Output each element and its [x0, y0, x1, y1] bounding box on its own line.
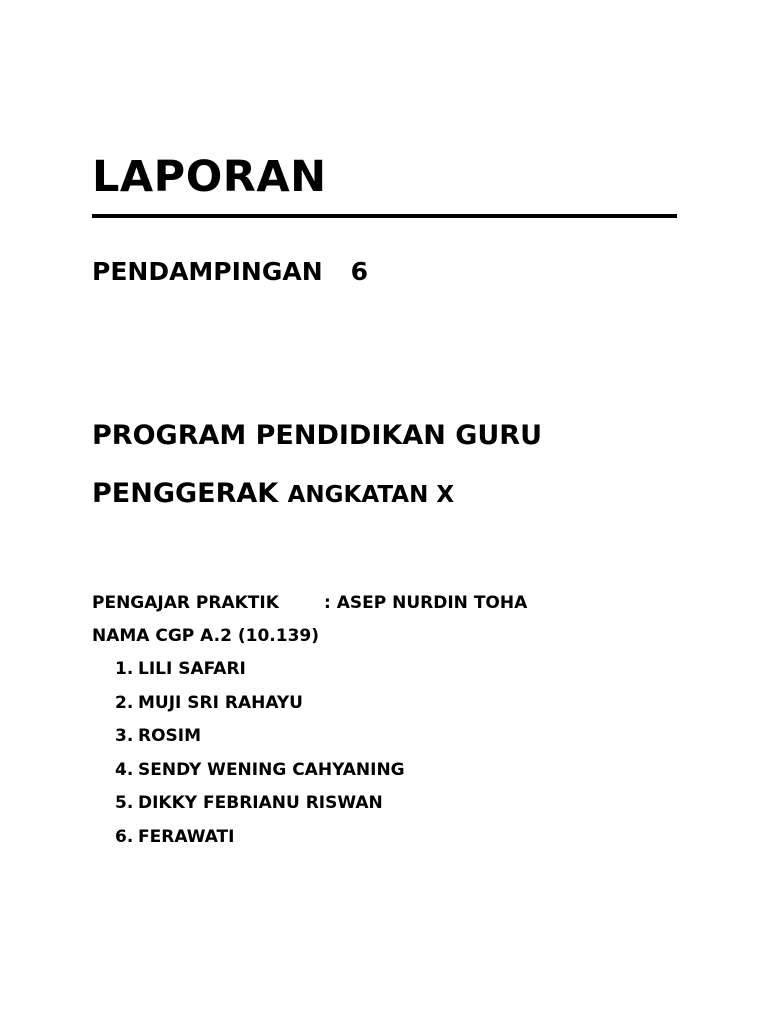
- cgp-heading: NAMA CGP A.2 (10.139): [92, 626, 320, 646]
- list-item: [115, 759, 405, 793]
- list-item-index: 4.: [115, 759, 134, 780]
- program-title-line2: [92, 477, 454, 512]
- list-item-name: ROSIM: [138, 726, 202, 747]
- list-item-name: DIKKY FEBRIANU RISWAN: [138, 793, 383, 814]
- member-list: [115, 658, 405, 860]
- list-item-name: SENDY WENING CAHYANING: [138, 759, 405, 780]
- list-item: [115, 826, 405, 860]
- list-item: [115, 692, 405, 726]
- program-title-line1: PROGRAM PENDIDIKAN GURU: [92, 420, 543, 451]
- teacher-value: : ASEP NURDIN TOHA: [324, 593, 528, 613]
- teacher-label: PENGAJAR PRAKTIK: [92, 593, 279, 613]
- teacher-row: [92, 592, 527, 614]
- list-item-index: 1.: [115, 659, 134, 679]
- list-item: [115, 725, 405, 759]
- list-item-index: 3.: [115, 726, 134, 747]
- list-item: [115, 792, 405, 826]
- list-item-index: 2.: [115, 692, 134, 713]
- list-item-name: FERAWATI: [138, 826, 235, 847]
- list-item: [115, 658, 405, 692]
- list-item-name: LILI SAFARI: [138, 659, 246, 679]
- document-title: LAPORAN: [92, 152, 327, 202]
- subtitle-number: 6: [350, 257, 369, 286]
- list-item-index: 5.: [115, 793, 134, 814]
- program-title-main: PENGGERAK: [92, 478, 279, 509]
- program-title-batch: ANGKATAN X: [287, 482, 455, 508]
- list-item-name: MUJI SRI RAHAYU: [138, 692, 303, 713]
- subtitle-text: PENDAMPINGAN: [92, 257, 323, 286]
- document-subtitle: [92, 256, 368, 288]
- list-item-index: 6.: [115, 826, 134, 847]
- title-underline: [92, 214, 677, 218]
